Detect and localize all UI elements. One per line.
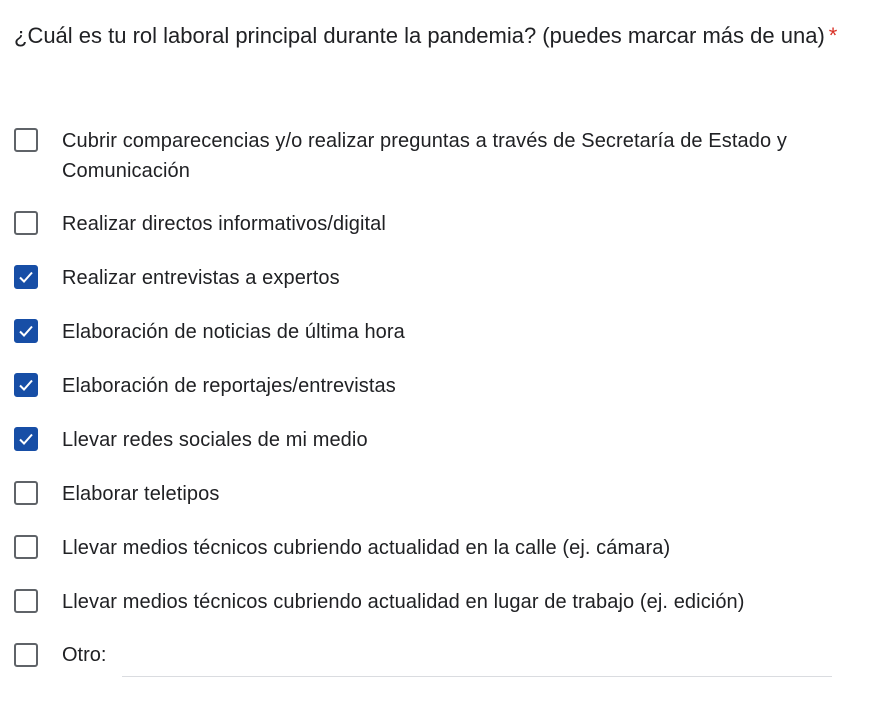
- option-checkbox[interactable]: [14, 373, 38, 397]
- option-row[interactable]: [14, 587, 854, 617]
- option-checkbox[interactable]: [14, 319, 38, 343]
- option-label: Realizar entrevistas a expertos: [62, 267, 340, 289]
- option-label: Elaboración de reportajes/entrevistas: [62, 375, 396, 397]
- option-label: Realizar directos informativos/digital: [62, 213, 386, 235]
- option-row[interactable]: [14, 425, 854, 455]
- check-icon: [17, 376, 35, 394]
- option-row[interactable]: [14, 209, 854, 239]
- check-icon: [17, 430, 35, 448]
- required-asterisk: *: [828, 23, 838, 48]
- option-row-other[interactable]: [14, 632, 854, 677]
- other-text-input[interactable]: [122, 646, 832, 677]
- option-checkbox[interactable]: [14, 589, 38, 613]
- check-icon: [17, 268, 35, 286]
- check-icon: [17, 322, 35, 340]
- option-row[interactable]: [14, 317, 854, 347]
- option-checkbox[interactable]: [14, 128, 38, 152]
- option-row[interactable]: [14, 371, 854, 401]
- option-row[interactable]: [14, 479, 854, 509]
- question-title-block: [14, 18, 854, 54]
- option-label: Llevar medios técnicos cubriendo actualidad en lugar de trabajo (ej. edición): [62, 591, 745, 613]
- option-label: Llevar medios técnicos cubriendo actualidad en la calle (ej. cámara): [62, 537, 671, 559]
- option-row[interactable]: [14, 533, 854, 563]
- option-row[interactable]: [14, 126, 854, 186]
- option-label: Llevar redes sociales de mi medio: [62, 429, 368, 451]
- question-title: ¿Cuál es tu rol laboral principal durante la pandemia? (puedes marcar más de una): [14, 23, 825, 48]
- other-checkbox[interactable]: [14, 643, 38, 667]
- other-label: Otro:: [62, 643, 107, 666]
- option-checkbox[interactable]: [14, 535, 38, 559]
- option-label: Cubrir comparecencias y/o realizar preguntas a través de Secretaría de Estado y Comunicación: [62, 130, 787, 182]
- option-checkbox[interactable]: [14, 427, 38, 451]
- option-label: Elaboración de noticias de última hora: [62, 321, 405, 343]
- option-row[interactable]: [14, 263, 854, 293]
- option-checkbox[interactable]: [14, 481, 38, 505]
- option-checkbox[interactable]: [14, 211, 38, 235]
- option-label: Elaborar teletipos: [62, 483, 220, 505]
- option-checkbox[interactable]: [14, 265, 38, 289]
